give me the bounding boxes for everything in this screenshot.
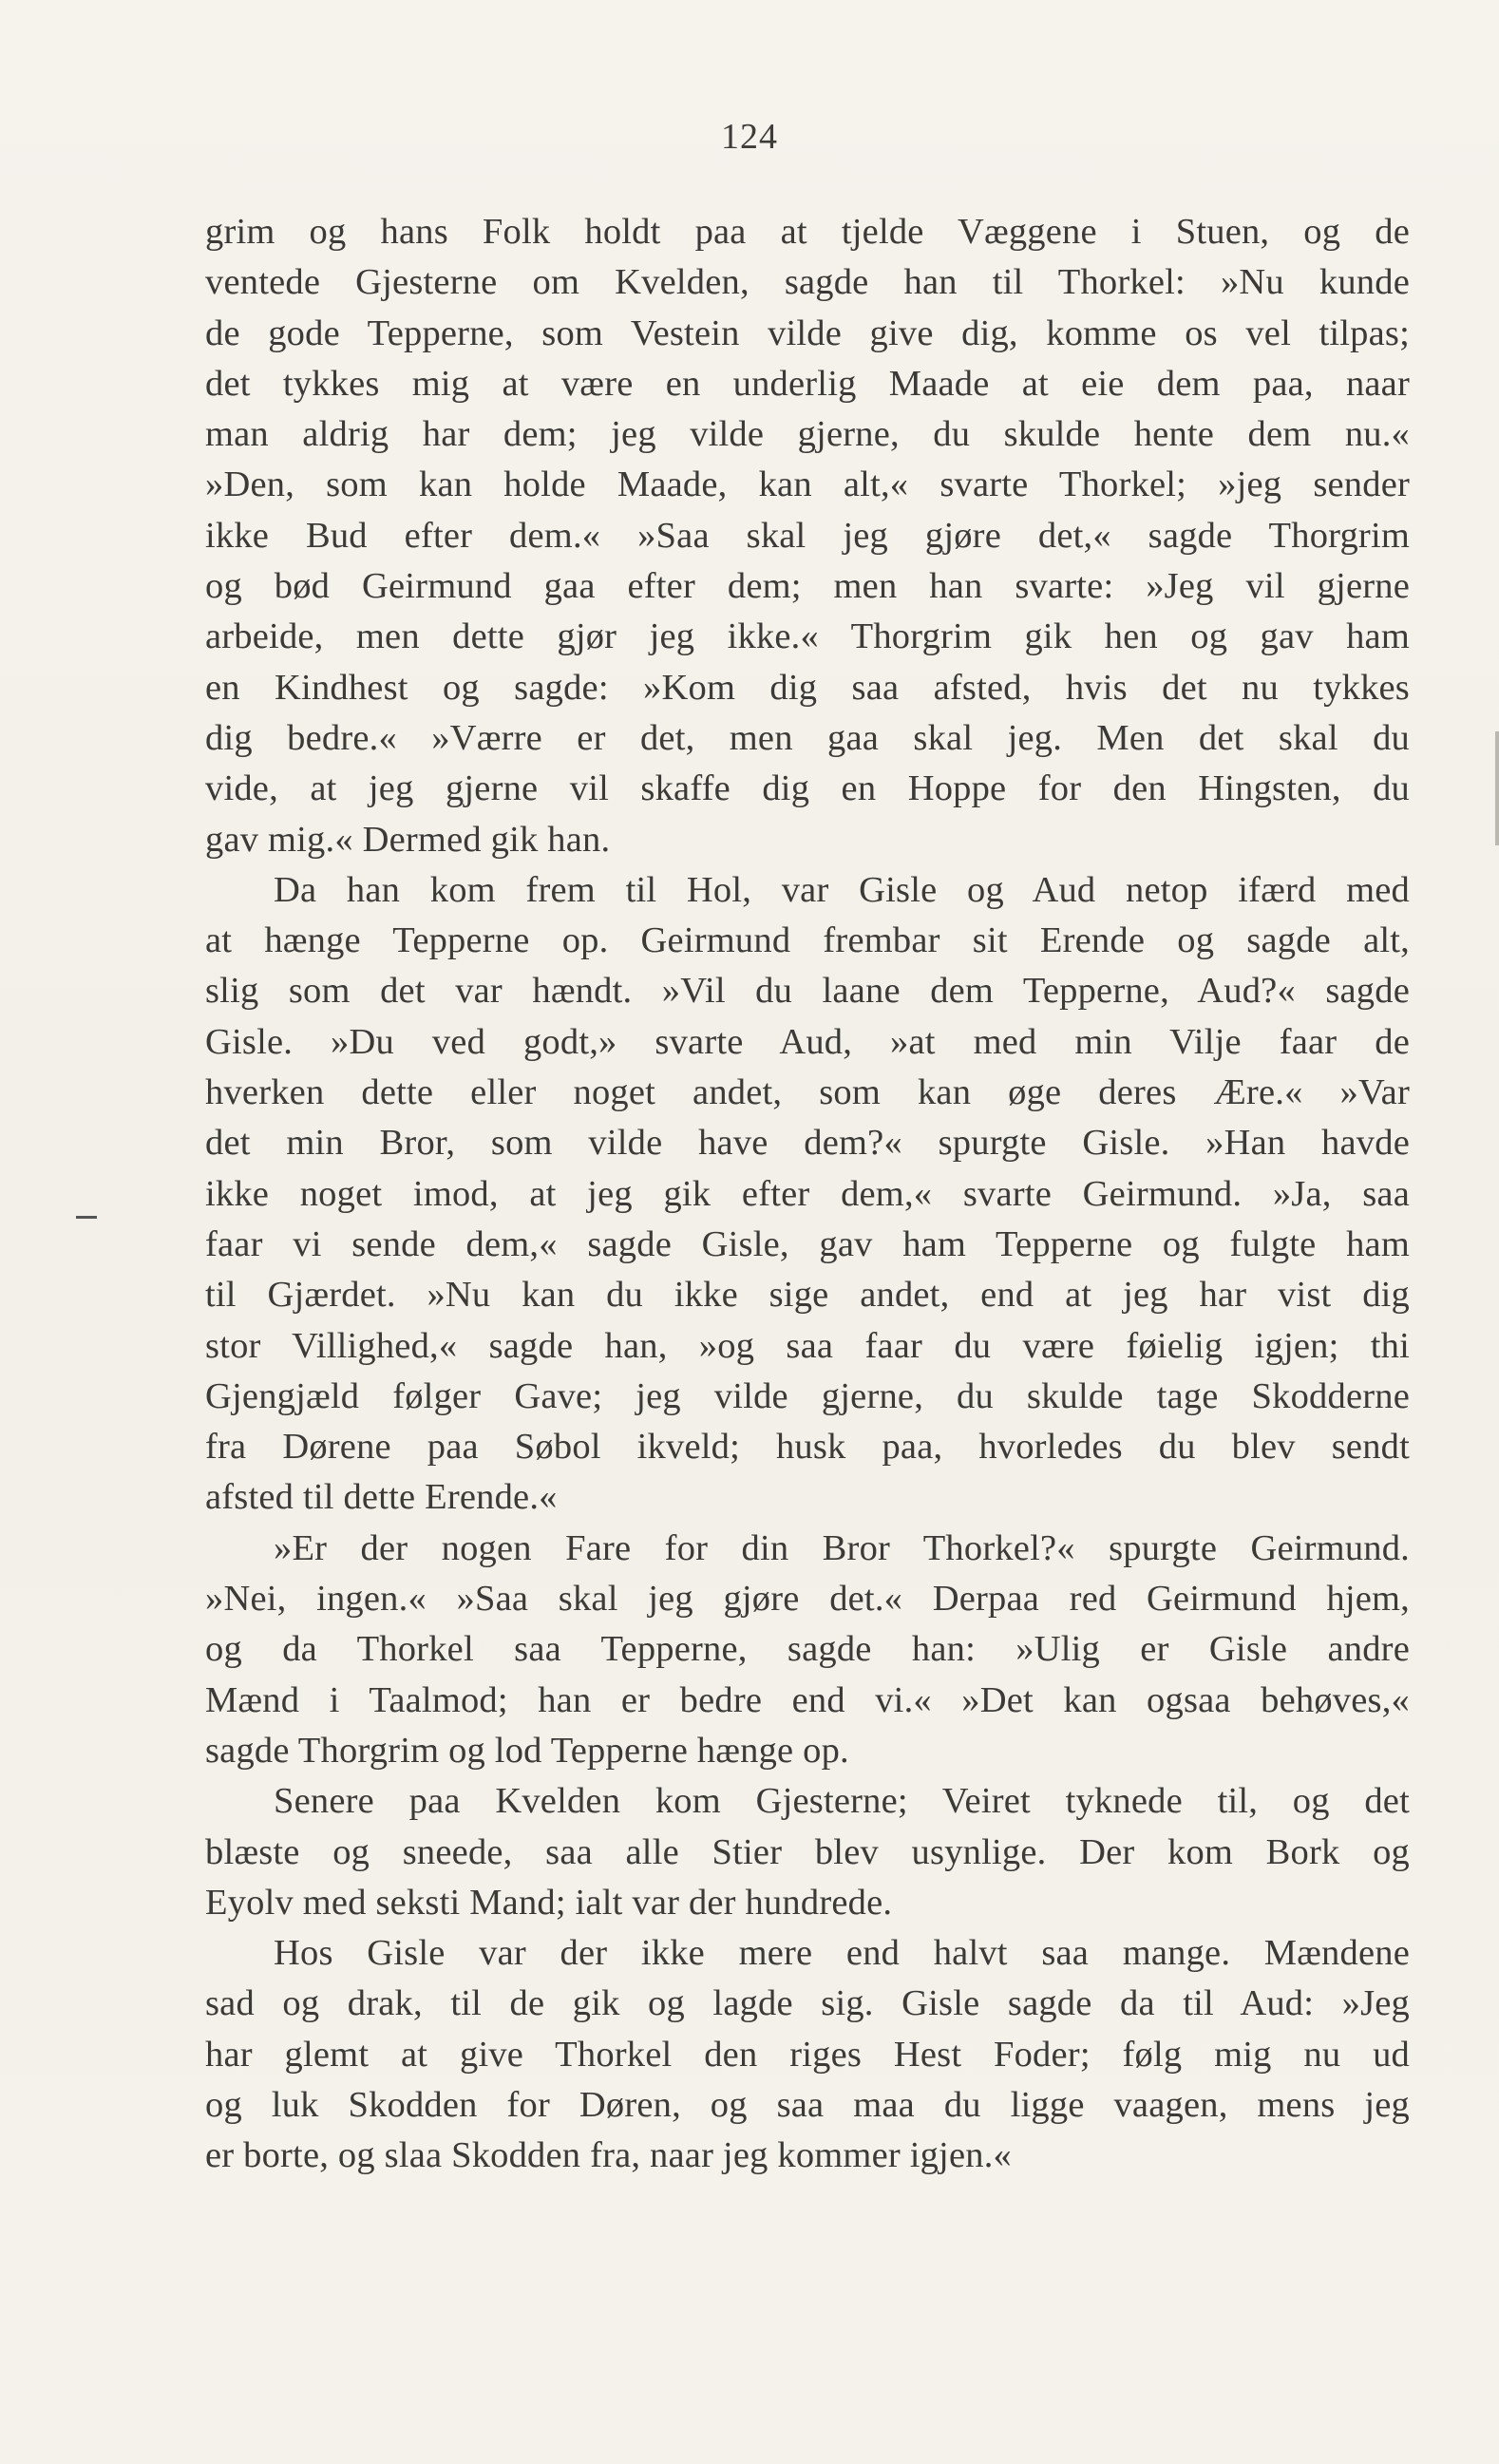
page-edge-shadow xyxy=(1495,731,1499,845)
text-line: de gode Tepperne, som Vestein vilde give dig, komme os vel tilpas; xyxy=(205,313,1410,353)
text-line: ikke noget imod, at jeg gik efter dem,« svarte Geirmund. »Ja, saa xyxy=(205,1173,1410,1214)
text-line: har glemt at give Thorkel den riges Hest Foder; følg mig nu ud xyxy=(205,2034,1410,2075)
text-line: Senere paa Kvelden kom Gjesterne; Veiret tyknede til, og det xyxy=(274,1781,1410,1822)
text-line: Mænd i Taalmod; han er bedre end vi.« »Det kan ogsaa behøves,« xyxy=(205,1679,1410,1720)
text-line: og da Thorkel saa Tepperne, sagde han: »Ulig er Gisle andre xyxy=(205,1629,1410,1670)
text-line: er borte, og slaa Skodden fra, naar jeg kommer igjen.« xyxy=(205,2135,1012,2176)
text-line: en Kindhest og sagde: »Kom dig saa afsted, hvis det nu tykkes xyxy=(205,667,1410,708)
text-line: til Gjærdet. »Nu kan du ikke sige andet, end at jeg har vist dig xyxy=(205,1275,1410,1316)
text-line: vide, at jeg gjerne vil skaffe dig en Hoppe for den Hingsten, du xyxy=(205,768,1410,809)
text-line: »Nei, ingen.« »Saa skal jeg gjøre det.« Derpaa red Geirmund hjem, xyxy=(205,1579,1410,1620)
text-line: sagde Thorgrim og lod Tepperne hænge op. xyxy=(205,1730,849,1771)
text-line: Gjengjæld følger Gave; jeg vilde gjerne, du skulde tage Skodderne xyxy=(205,1375,1410,1416)
text-line: stor Villighed,« sagde han, »og saa faar du være føielig igjen; thi xyxy=(205,1325,1410,1366)
text-line: Eyolv med seksti Mand; ialt var der hundrede. xyxy=(205,1882,893,1923)
text-line: »Er der nogen Fare for din Bror Thorkel?« spurgte Geirmund. xyxy=(274,1527,1410,1568)
text-line: ventede Gjesterne om Kvelden, sagde han til Thorkel: »Nu kunde xyxy=(205,262,1410,303)
text-line: hverken dette eller noget andet, som kan øge deres Ære.« »Var xyxy=(205,1072,1410,1113)
text-line: man aldrig har dem; jeg vilde gjerne, du skulde hente dem nu.« xyxy=(205,414,1410,455)
text-line: og bød Geirmund gaa efter dem; men han svarte: »Jeg vil gjerne xyxy=(205,566,1410,607)
page-number: 124 xyxy=(721,117,778,157)
text-line: blæste og sneede, saa alle Stier blev usynlige. Der kom Bork og xyxy=(205,1831,1410,1872)
text-line: at hænge Tepperne op. Geirmund frembar sit Erende og sagde alt, xyxy=(205,920,1410,961)
text-line: fra Dørene paa Søbol ikveld; husk paa, hvorledes du blev sendt xyxy=(205,1427,1410,1468)
text-line: Hos Gisle var der ikke mere end halvt saa mange. Mændene xyxy=(274,1933,1410,1974)
text-line: arbeide, men dette gjør jeg ikke.« Thorgrim gik hen og gav ham xyxy=(205,616,1410,657)
text-line: gav mig.« Dermed gik han. xyxy=(205,819,611,860)
text-line: faar vi sende dem,« sagde Gisle, gav ham Tepperne og fulgte ham xyxy=(205,1223,1410,1264)
text-line: og luk Skodden for Døren, og saa maa du ligge vaagen, mens jeg xyxy=(205,2084,1410,2125)
text-line: »Den, som kan holde Maade, kan alt,« svarte Thorkel; »jeg sender xyxy=(205,464,1410,505)
text-line: slig som det var hændt. »Vil du laane dem Tepperne, Aud?« sagde xyxy=(205,971,1410,1012)
body-text xyxy=(205,207,1410,2182)
text-line: grim og hans Folk holdt paa at tjelde Væggene i Stuen, og de xyxy=(205,212,1410,252)
text-line: afsted til dette Erende.« xyxy=(205,1477,558,1518)
margin-mark xyxy=(76,1216,97,1219)
text-line: dig bedre.« »Værre er det, men gaa skal jeg. Men det skal du xyxy=(205,717,1410,758)
text-line: Gisle. »Du ved godt,» svarte Aud, »at med min Vilje faar de xyxy=(205,1021,1410,1062)
text-line: sad og drak, til de gik og lagde sig. Gisle sagde da til Aud: »Jeg xyxy=(205,1983,1410,2024)
text-line: Da han kom frem til Hol, var Gisle og Aud netop ifærd med xyxy=(274,869,1410,910)
text-line: det min Bror, som vilde have dem?« spurgte Gisle. »Han havde xyxy=(205,1123,1410,1164)
text-line: ikke Bud efter dem.« »Saa skal jeg gjøre det,« sagde Thorgrim xyxy=(205,515,1410,556)
text-line: det tykkes mig at være en underlig Maade at eie dem paa, naar xyxy=(205,363,1410,404)
